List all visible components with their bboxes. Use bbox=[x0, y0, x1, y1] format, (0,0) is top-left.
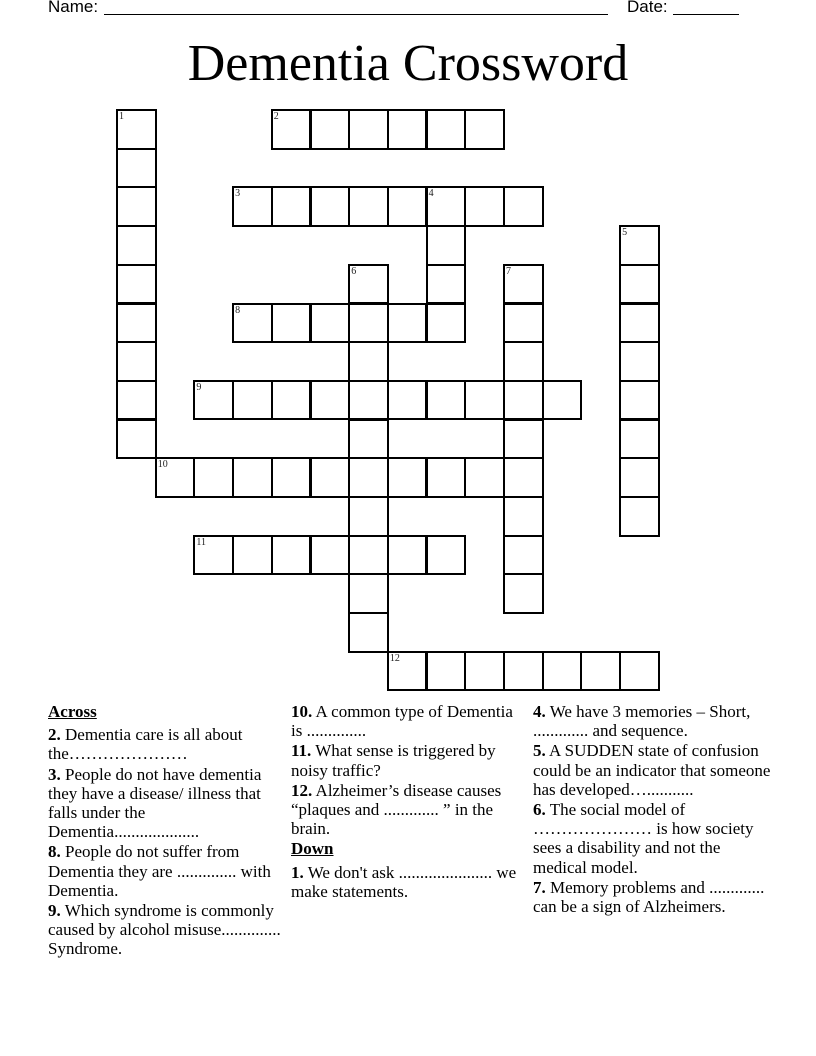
crossword-cell[interactable] bbox=[310, 457, 351, 498]
crossword-cell[interactable] bbox=[464, 457, 505, 498]
crossword-cell[interactable] bbox=[271, 109, 312, 150]
crossword-cell[interactable] bbox=[619, 264, 660, 305]
clue-across-11: 11. What sense is triggered by noisy traffic? bbox=[291, 741, 496, 780]
crossword-cell[interactable] bbox=[232, 457, 273, 498]
crossword-cell[interactable] bbox=[542, 651, 583, 692]
clue-down-4: 4. We have 3 memories – Short, ............. and sequence. bbox=[533, 702, 751, 741]
crossword-cell[interactable] bbox=[619, 457, 660, 498]
clue-down-6: 6. The social model of ………………… is how society sees a disability and not the medical model. bbox=[533, 800, 754, 877]
crossword-cell[interactable] bbox=[232, 303, 273, 344]
crossword-cell[interactable] bbox=[348, 573, 389, 614]
clue-number: 7 bbox=[506, 265, 511, 277]
clue-across-12: 12. Alzheimer’s disease causes “plaques and ............. ” in the brain. bbox=[291, 780, 502, 839]
crossword-cell[interactable] bbox=[193, 380, 234, 421]
crossword-cell[interactable] bbox=[348, 496, 389, 537]
clues-column-3 bbox=[533, 702, 773, 917]
crossword-cell[interactable] bbox=[348, 186, 389, 227]
crossword-cell[interactable] bbox=[271, 535, 312, 576]
crossword-cell[interactable] bbox=[155, 457, 196, 498]
crossword-cell[interactable] bbox=[348, 264, 389, 305]
clue-number: 2 bbox=[273, 111, 279, 122]
crossword-cell[interactable] bbox=[116, 341, 157, 382]
crossword-cell[interactable] bbox=[310, 535, 351, 576]
date-label: Date: bbox=[627, 0, 668, 16]
crossword-cell[interactable] bbox=[348, 419, 389, 460]
clue-number: 8 bbox=[235, 304, 241, 316]
crossword-cell[interactable] bbox=[464, 109, 505, 150]
clue-across-10: 10. A common type of Dementia is .............. bbox=[291, 702, 513, 741]
clue-number: 6 bbox=[351, 265, 357, 277]
clue-across-8: 8. People do not suffer from Dementia they are .............. with Dementia. bbox=[48, 842, 271, 900]
across-heading: Across bbox=[48, 702, 97, 721]
crossword-cell[interactable] bbox=[619, 380, 660, 421]
crossword-cell[interactable] bbox=[426, 457, 467, 498]
crossword-cell[interactable] bbox=[619, 303, 660, 344]
clue-down-1: 1. We don't ask ...................... we make statements. bbox=[291, 862, 517, 901]
crossword-cell[interactable] bbox=[387, 186, 428, 227]
crossword-cell[interactable] bbox=[116, 109, 157, 150]
crossword-cell[interactable] bbox=[503, 573, 544, 614]
crossword-cell[interactable] bbox=[503, 341, 544, 382]
clue-number: 4 bbox=[428, 188, 434, 200]
crossword-cell[interactable] bbox=[464, 380, 505, 421]
clue-number: 3 bbox=[235, 188, 241, 200]
clue-down-5: 5. A SUDDEN state of confusion could be an indicator that someone has developed…........... bbox=[533, 741, 771, 799]
crossword-cell[interactable] bbox=[503, 419, 544, 460]
clue-down-7: 7. Memory problems and ............. can be a sign of Alzheimers. bbox=[533, 877, 765, 917]
page-title: Dementia Crossword bbox=[187, 35, 629, 92]
crossword-cell[interactable] bbox=[619, 341, 660, 382]
crossword-cell[interactable] bbox=[503, 303, 544, 344]
crossword-cell[interactable] bbox=[464, 186, 505, 227]
crossword-cell[interactable] bbox=[387, 651, 428, 692]
crossword-cell[interactable] bbox=[271, 457, 312, 498]
clue-number: 1 bbox=[119, 111, 124, 122]
clues-column-1 bbox=[48, 702, 283, 960]
crossword-cell[interactable] bbox=[116, 225, 157, 266]
clue-across-9: 9. Which syndrome is commonly caused by alcohol misuse.............. Syndrome. bbox=[48, 901, 281, 959]
crossword-cell[interactable] bbox=[310, 380, 351, 421]
clue-across-2: 2. Dementia care is all about the………………… bbox=[48, 725, 243, 764]
crossword-cell[interactable] bbox=[232, 535, 273, 576]
crossword-cell[interactable] bbox=[232, 380, 273, 421]
crossword-cell[interactable] bbox=[310, 186, 351, 227]
crossword-cell[interactable] bbox=[503, 651, 544, 692]
crossword-cell[interactable] bbox=[503, 380, 544, 421]
clue-number: 12 bbox=[389, 652, 400, 664]
clue-number: 9 bbox=[196, 381, 202, 393]
crossword-cell[interactable] bbox=[310, 109, 351, 150]
crossword-cell[interactable] bbox=[193, 457, 234, 498]
crossword-cell[interactable] bbox=[348, 109, 389, 150]
crossword-cell[interactable] bbox=[387, 380, 428, 421]
crossword-cell[interactable] bbox=[503, 457, 544, 498]
crossword-cell[interactable] bbox=[426, 303, 467, 344]
crossword-cell[interactable] bbox=[348, 341, 389, 382]
crossword-cell[interactable] bbox=[348, 457, 389, 498]
crossword-cell[interactable] bbox=[503, 535, 544, 576]
crossword-cell[interactable] bbox=[426, 535, 467, 576]
clue-across-3: 3. People do not have dementia they have a disease/ illness that falls under the Dementia.................... bbox=[48, 764, 262, 842]
crossword-cell[interactable] bbox=[193, 535, 234, 576]
crossword-cell[interactable] bbox=[271, 186, 312, 227]
crossword-cell[interactable] bbox=[503, 186, 544, 227]
clue-number: 10 bbox=[157, 459, 168, 471]
crossword-cell[interactable] bbox=[426, 109, 467, 150]
clue-number: 11 bbox=[196, 536, 207, 548]
crossword-cell[interactable] bbox=[426, 225, 467, 266]
crossword-cell[interactable] bbox=[116, 186, 157, 227]
crossword-cell[interactable] bbox=[116, 380, 157, 421]
crossword-cell[interactable] bbox=[619, 419, 660, 460]
crossword-cell[interactable] bbox=[348, 535, 389, 576]
crossword-cell[interactable] bbox=[542, 380, 583, 421]
crossword-cell[interactable] bbox=[387, 457, 428, 498]
crossword-cell[interactable] bbox=[348, 303, 389, 344]
crossword-cell[interactable] bbox=[619, 651, 660, 692]
crossword-cell[interactable] bbox=[426, 264, 467, 305]
crossword-cell[interactable] bbox=[426, 651, 467, 692]
clues-column-2 bbox=[291, 702, 526, 902]
crossword-cell[interactable] bbox=[387, 109, 428, 150]
crossword-cell[interactable] bbox=[619, 496, 660, 537]
crossword-cell[interactable] bbox=[348, 380, 389, 421]
crossword-cell[interactable] bbox=[116, 303, 157, 344]
clue-number: 5 bbox=[622, 227, 628, 239]
crossword-cell[interactable] bbox=[348, 612, 389, 653]
crossword-cell[interactable] bbox=[580, 651, 621, 692]
down-heading: Down bbox=[291, 839, 334, 859]
crossword-cell[interactable] bbox=[271, 380, 312, 421]
crossword-cell[interactable] bbox=[116, 264, 157, 305]
crossword-cell[interactable] bbox=[426, 186, 467, 227]
crossword-cell[interactable] bbox=[464, 651, 505, 692]
crossword-cell[interactable] bbox=[387, 535, 428, 576]
crossword-cell[interactable] bbox=[387, 303, 428, 344]
name-label: Name: bbox=[48, 0, 99, 16]
crossword-cell[interactable] bbox=[503, 264, 544, 305]
crossword-cell[interactable] bbox=[116, 148, 157, 189]
crossword-cell[interactable] bbox=[426, 380, 467, 421]
crossword-cell[interactable] bbox=[619, 225, 660, 266]
crossword-cell[interactable] bbox=[116, 419, 157, 460]
crossword-cell[interactable] bbox=[310, 303, 351, 344]
crossword-cell[interactable] bbox=[271, 303, 312, 344]
crossword-cell[interactable] bbox=[232, 186, 273, 227]
crossword-cell[interactable] bbox=[503, 496, 544, 537]
